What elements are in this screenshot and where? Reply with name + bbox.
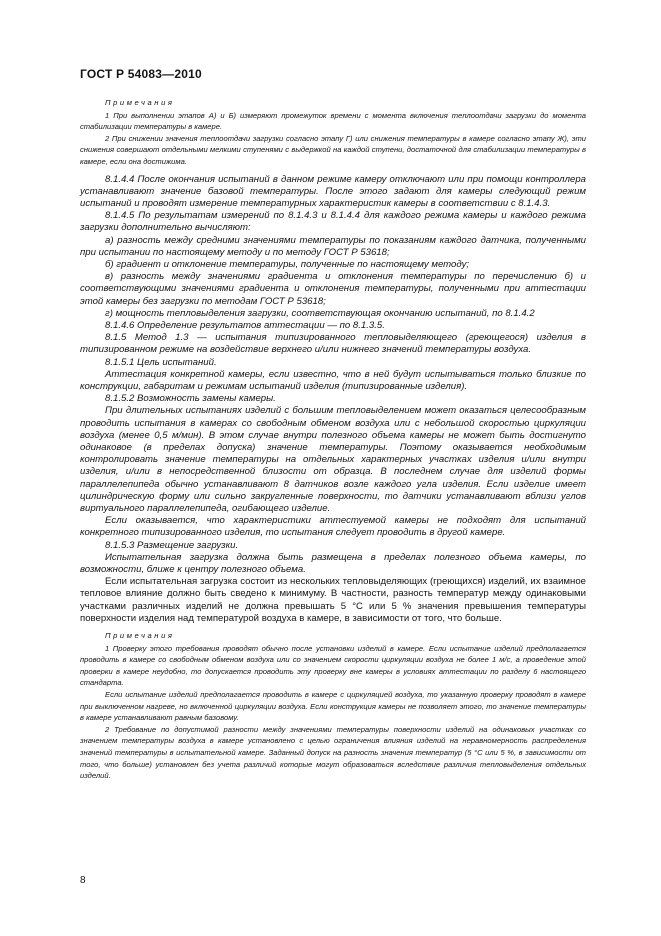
notes-title: Примечания [105, 631, 175, 641]
list-item: в) разность между значениями градиента и отклонения температуры по перечислению б) и соответствующими значениями градиента и отклонения температуры, полученными при аттестации этой камеры без загрузки по методам ГОСТ Р 53618; [80, 271, 586, 307]
paragraph: Испытательная загрузка должна быть размещена в пределах полезного объема камеры, по возможности, ближе к центру полезного объема. [80, 551, 586, 576]
paragraph: 8.1.4.6 Определение результатов аттестации — по 8.1.3.5. [105, 320, 385, 331]
note-item: 1 При выполнении этапов А) и Б) измеряют промежуток времени с момента включения теплоотдачи загрузки до момента стабилизации температуры в камере. [80, 110, 586, 132]
subsection-heading: 8.1.5.2 Возможность замены камеры. [105, 393, 276, 405]
paragraph: 8.1.4.5 По результатам измерений по 8.1.4.3 и 8.1.4.4 для каждого режима камеры и каждого режима загрузки дополнительно вычисляют: [80, 210, 586, 234]
section-heading: 8.1.5 Метод 1.3 — испытания типизированного тепловыделяющего (греющегося) изделия в типизированном режиме на воздействие верхнего и/или нижнего значений температуры воздуха. [80, 332, 586, 356]
paragraph: 8.1.4.4 После окончания испытаний в данном режиме камеру отключают или при помощи контроллера устанавливают значение базовой температуры. После этого задают для камеры следующий режим испытаний и проводят измерение температурных характеристик камеры в соответствии с 8.1.4.3. [80, 173, 586, 209]
subsection-heading: 8.1.5.1 Цель испытаний. [105, 356, 217, 368]
page-number: 8 [80, 875, 86, 886]
notes-title: Примечания [105, 98, 175, 107]
list-item: а) разность между средними значениями температуры по показаниям каждого датчика, полученными при испытании по настоящему методу и по методу ГОСТ Р 53618; [80, 234, 586, 258]
note-item: Если испытание изделий предполагается проводить в камере с циркуляцией воздуха, то указанную проверку проводят в камере при выключенном нагреве, но включенной циркуляции воздуха. Если конструкция камеры не позволяет этого, то значение температуры в камере устанавливают равным базовому. [80, 690, 586, 723]
list-item: б) градиент и отклонение температуры, полученные по настоящему методу; [105, 258, 470, 270]
note-item: 2 При снижении значения теплоотдачи загрузки согласно этапу Г) или снижения температуры в камере согласно этапу Ж), эти снижения совершают отдельными мелкими ступенями с выдержкой на каждой ступени, достаточной для стабилизации температуры в камере, если она достижима. [80, 133, 586, 166]
paragraph: Аттестация конкретной камеры, если известно, что в ней будут испытываться только близкие по конструкции, габаритам и режимам испытаний изделия (типизированные изделия). [80, 368, 586, 393]
paragraph: При длительных испытаниях изделий с большим тепловыделением может оказаться целесообразным проводить испытания в камерах со свободным обменом воздуха или с небольшой скоростью циркуляции воздуха (менее 0,5 м/мин). В этом случае внутри полезного объема камеры не может быть достигнуто одинаковое (в пределах допуска) значение температуры. Поэтому оказывается необходимым контролировать значение температуры на отдельных характерных участках изделия и/или внутри изделия, и/или в непосредственной близости от образца. В последнем случае для изделий формы параллелепипеда обычно устанавливают 8 датчиков возле каждого угла изделия. Если изделие имеет цилиндрическую форму или сильно закругленные поверхности, то датчики устанавливают вблизи углов виртуального параллелепипеда, огибающего изделие. [80, 405, 586, 515]
paragraph-upright: Если испытательная загрузка состоит из нескольких тепловыделяющих (греющихся) изделий, их взаимное тепловое влияние должно быть сведено к минимуму. В частности, разность температур между одинаковыми участками различных изделий не должна превышать 5 °С или 5 % значения превышения температуры поверхности изделия над температурой воздуха в камере, в зависимости от того, что больше. [80, 576, 586, 624]
paragraph: Если оказывается, что характеристики аттестуемой камеры не подходят для испытаний конкретного типизированного изделия, то испытания следует проводить в другой камере. [80, 515, 586, 539]
page-content [80, 97, 586, 782]
note-item: 1 Проверку этого требования проводят обычно после установки изделий в камере. Если испытание изделий предполагается проводить в камере со свободным обменом воздуха или со значением скорости циркуляции воздуха не более 1 м/с, а проведение этой проверки в камере неудобно, то допускается проводить эту проверку вне камеры в условиях аттестации по разделу 6 настоящего стандарта. [80, 643, 586, 688]
document-header: ГОСТ Р 54083—2010 [80, 67, 202, 81]
subsection-heading: 8.1.5.3 Размещение загрузки. [105, 539, 239, 551]
note-item: 2 Требование по допустимой разности между значениями температуры поверхности изделий на одинаковых участках со значением температуры воздуха в камере установлено с целью ограничения влияния изделий на неравномерность распределения значений температуры в испытательной камере. Заданный допуск на разность значения температур (5 °С или 5 %, в зависимости от того, что больше) установлен без учета различий которые могут образоваться вследствие различия тепловыделения отдельных изделий. [80, 724, 586, 781]
list-item: г) мощность тепловыделения загрузки, соответствующая окончанию испытаний, по 8.1.4.2 [105, 307, 535, 319]
